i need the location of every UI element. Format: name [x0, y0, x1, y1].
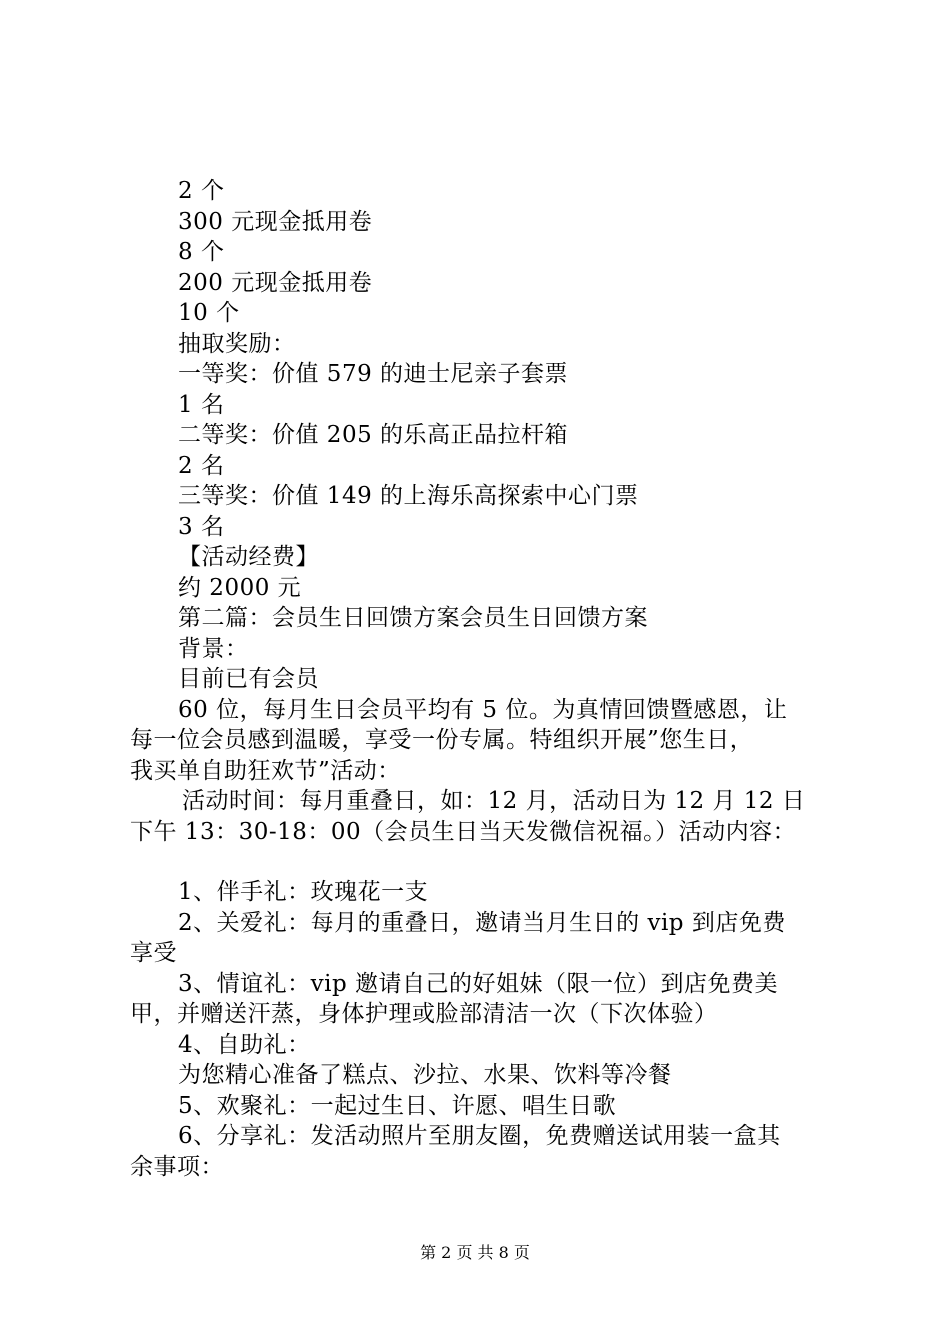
chapter-title: 第二篇：会员生日回馈方案会员生日回馈方案	[178, 605, 648, 631]
list-item: 4、自助礼：	[178, 1032, 311, 1058]
text-line: 背景：	[178, 636, 249, 662]
text-line: 1 名	[178, 392, 225, 418]
text-line: 10 个	[178, 300, 240, 326]
text-line: 约 2000 元	[178, 575, 302, 601]
text-line: 2 名	[178, 453, 225, 479]
text-line: 2 个	[178, 178, 225, 204]
text-line: 300 元现金抵用卷	[178, 209, 373, 235]
text-line: 三等奖：价值 149 的上海乐高探索中心门票	[178, 483, 639, 509]
list-item-continuation: 为您精心准备了糕点、沙拉、水果、饮料等冷餐	[178, 1062, 672, 1088]
text-line: 8 个	[178, 239, 225, 265]
list-item-continuation: 甲，并赠送汗蒸，身体护理或脸部清洁一次（下次体验）	[130, 1001, 718, 1027]
list-item: 5、欢聚礼：一起过生日、许愿、唱生日歌	[178, 1093, 617, 1119]
paragraph-line: 我买单自助狂欢节”活动：	[130, 758, 401, 784]
paragraph-line: 每一位会员感到温暖，享受一份专属。特组织开展”您生日，	[130, 727, 754, 753]
text-line: 200 元现金抵用卷	[178, 270, 373, 296]
text-line: 一等奖：价值 579 的迪士尼亲子套票	[178, 361, 569, 387]
paragraph-line: 下午 13：30-18：00（会员生日当天发微信祝福。）活动内容：	[130, 819, 797, 845]
page-footer: 第 2 页 共 8 页	[420, 1243, 530, 1262]
text-line: 抽取奖励：	[178, 331, 296, 357]
list-item-continuation: 余事项：	[130, 1154, 224, 1180]
text-line: 3 名	[178, 514, 225, 540]
paragraph-line: 60 位，每月生日会员平均有 5 位。为真情回馈暨感恩，让	[178, 697, 788, 723]
list-item: 1、伴手礼：玫瑰花一支	[178, 879, 429, 905]
text-line: 目前已有会员	[178, 666, 319, 692]
list-item: 2、关爱礼：每月的重叠日，邀请当月生日的 vip 到店免费	[178, 910, 786, 936]
paragraph-line: 活动时间：每月重叠日，如：12 月，活动日为 12 月 12 日	[182, 788, 806, 814]
list-item-continuation: 享受	[130, 940, 177, 966]
list-item: 6、分享礼：发活动照片至朋友圈，免费赠送试用装一盒其	[178, 1123, 781, 1149]
list-item: 3、情谊礼：vip 邀请自己的好姐妹（限一位）到店免费美	[178, 971, 779, 997]
text-line: 二等奖：价值 205 的乐高正品拉杆箱	[178, 422, 569, 448]
section-heading: 【活动经费】	[178, 544, 319, 570]
